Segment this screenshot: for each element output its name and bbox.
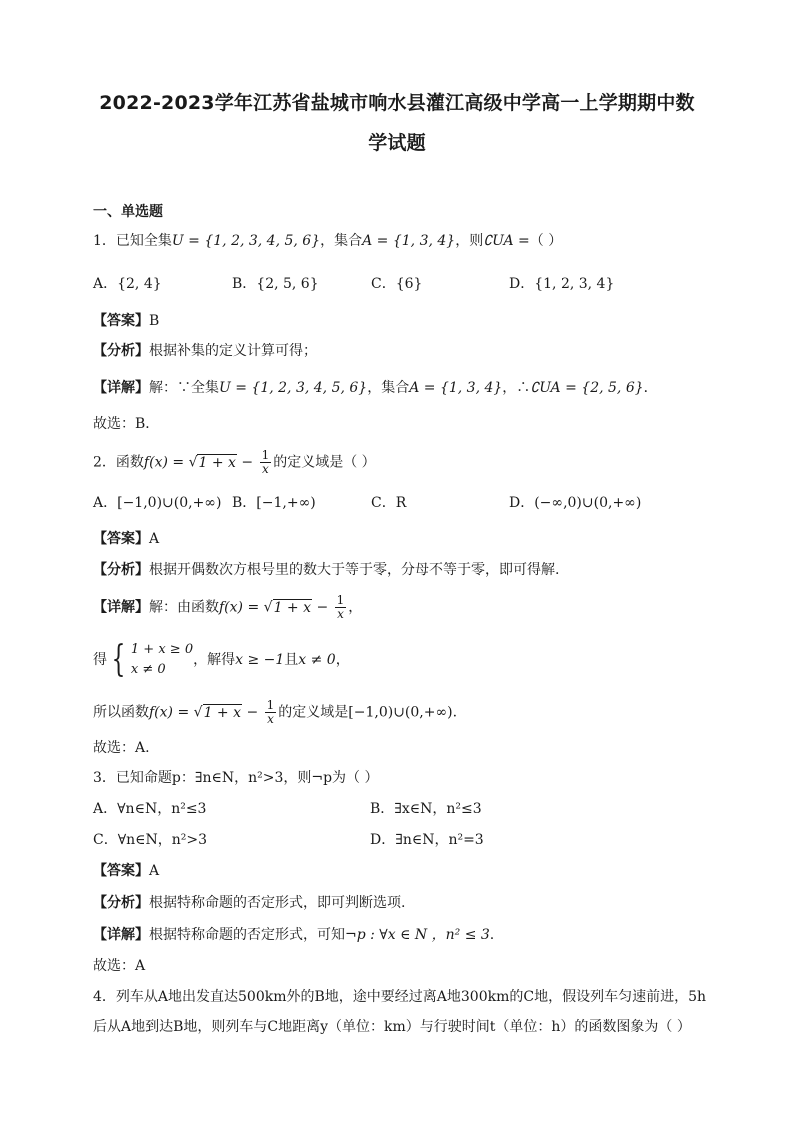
q2-analysis: 【分析】根据开偶数次方根号里的数大于等于零，分母不等于零，即可得解. — [93, 562, 560, 578]
q2-option-b: B．[−1,+∞) — [232, 495, 316, 511]
q1-option-d: D．{1, 2, 3, 4} — [509, 276, 615, 292]
q2-option-a: A．[−1,0)∪(0,+∞) — [93, 495, 222, 511]
q3-option-a: A．∀n∈N，n²≤3 — [93, 801, 207, 817]
q2-conclusion: 所以函数f(x) = √1 + x − $\frac{1}{x}$ 的定义域是[−1,0)∪(0,+∞). — [93, 698, 458, 726]
q2-option-c: C．R — [371, 495, 407, 511]
q2-system: 得 { 1 + x ≥ 0 x ≠ 0 ，解得x ≥ −1且x ≠ 0， — [93, 639, 350, 680]
document-title-line2: 学试题 — [368, 132, 426, 154]
q1-option-a: A．{2, 4} — [93, 276, 162, 292]
document-title-line1: 2022-2023学年江苏省盐城市响水县灌江高级中学高一上学期期中数 — [99, 92, 695, 114]
q1-answer: 【答案】B — [93, 313, 160, 329]
q1-choose: 故选：B． — [93, 416, 160, 432]
q3-detail: 【详解】根据特称命题的否定形式，可知¬p : ∀x ∈ N ，n² ≤ 3. — [93, 927, 495, 943]
q1-analysis: 【分析】根据补集的定义计算可得； — [93, 343, 317, 359]
q3-option-d: D．∃n∈N，n²=3 — [370, 832, 484, 848]
q1-option-b: B．{2, 5, 6} — [232, 276, 319, 292]
q1-detail: 【详解】解：∵全集U = {1, 2, 3, 4, 5, 6}，集合A = {1, 3, 4}，∴∁UA = {2, 5, 6}． — [93, 380, 658, 396]
q3-option-b: B．∃x∈N，n²≤3 — [370, 801, 482, 817]
q3-option-c: C．∀n∈N，n²>3 — [93, 832, 208, 848]
q2-detail: 【详解】解：由函数f(x) = √1 + x − $\frac{1}{x}$ ， — [93, 593, 363, 621]
q3-choose: 故选：A — [93, 958, 146, 974]
q2-option-d: D．(−∞,0)∪(0,+∞) — [509, 495, 642, 511]
q2-answer: 【答案】A — [93, 531, 160, 547]
q1-option-c: C．{6} — [371, 276, 423, 292]
q2-choose: 故选：A. — [93, 740, 150, 756]
q3-answer: 【答案】A — [93, 863, 160, 879]
q3-analysis: 【分析】根据特称命题的否定形式，即可判断选项. — [93, 895, 406, 911]
q4-stem-line1: 4．列车从A地出发直达500km外的B地，途中要经过离A地300km的C地，假设列车匀速前进，5h — [93, 989, 707, 1005]
section-heading: 一、单选题 — [93, 204, 163, 220]
q4-stem-line2: 后从A地到达B地，则列车与C地距离y（单位：km）与行驶时间t（单位：h）的函数图象为（ ） — [93, 1019, 691, 1035]
q2-stem: 2．函数f(x) = √1 + x − $\frac{1}{x}$ 的定义域是（ ） — [93, 448, 376, 476]
q1-stem: 1．已知全集U = {1, 2, 3, 4, 5, 6}，集合A = {1, 3, 4}，则∁UA =（ ） — [93, 233, 563, 249]
q3-stem: 3．已知命题p：∃n∈N，n²>3，则¬p为（ ） — [93, 770, 379, 786]
